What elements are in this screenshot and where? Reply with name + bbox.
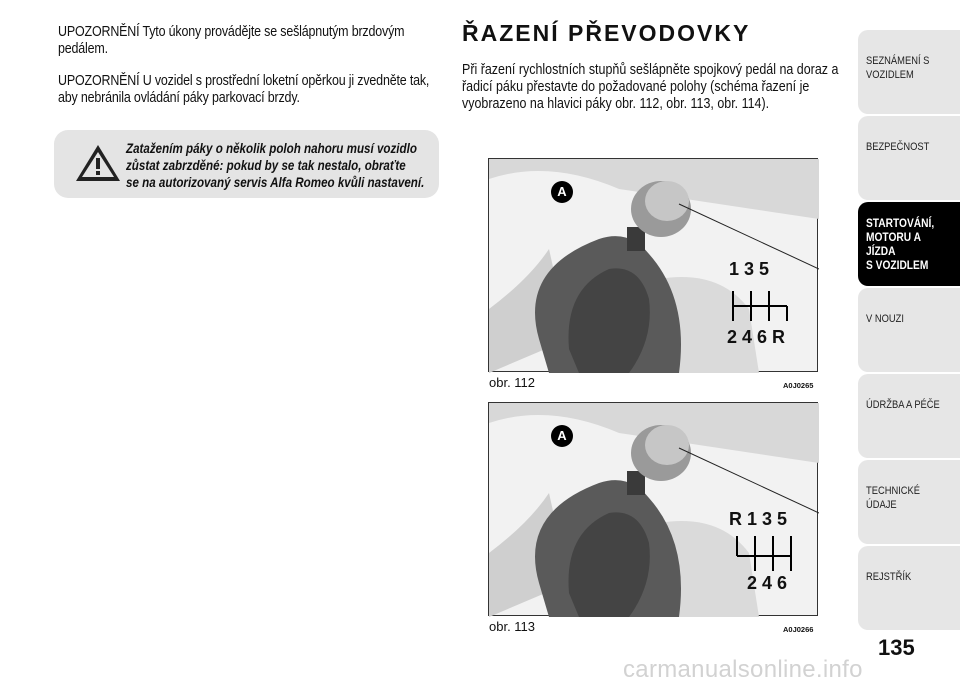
figure-gear-lever-112 bbox=[488, 158, 818, 372]
tab-v-nouzi[interactable] bbox=[858, 288, 960, 372]
tab-technicke-udaje[interactable] bbox=[858, 460, 960, 544]
shift-pattern-diagram bbox=[729, 509, 817, 597]
section-heading: ŘAZENÍ PŘEVODOVKY bbox=[462, 20, 751, 46]
tab-label: V NOUZI bbox=[866, 313, 904, 325]
tab-label: TECHNICKÉ ÚDAJE bbox=[866, 485, 921, 511]
section-body bbox=[462, 62, 840, 113]
figure-gear-lever-113 bbox=[488, 402, 818, 616]
note-armrest: UPOZORNĚNÍ U vozidel s prostřední loketní opěrkou ji zvedněte tak, aby nebránila ovládání páky parkovací brzdy. bbox=[58, 73, 430, 106]
figure-caption: obr. 113 bbox=[489, 619, 536, 634]
warning-triangle-icon bbox=[74, 142, 122, 184]
figure-code: A0J0266 bbox=[783, 625, 814, 634]
tab-label: REJSTŘÍK bbox=[866, 571, 912, 583]
shift-bottom-row: 2 4 6 R bbox=[727, 327, 786, 347]
tab-label: ÚDRŽBA A PÉČE bbox=[866, 399, 940, 411]
body-line: vyobrazeno na hlavici páky obr. 112, obr. 113, obr. 114). bbox=[462, 96, 770, 112]
warning-line: se na autorizovaný servis Alfa Romeo kvůli nastavení. bbox=[126, 175, 425, 190]
note-brake-pedal: UPOZORNĚNÍ Tyto úkony provádějte se sešlápnutým brzdovým pedálem. bbox=[58, 24, 405, 57]
warning-box bbox=[54, 130, 439, 198]
chapter-tabs bbox=[858, 0, 960, 686]
tab-label: BEZPEČNOST bbox=[866, 141, 930, 153]
warning-line: zůstat zabrzděné: pokud by se tak nestalo, obraťte bbox=[126, 158, 406, 173]
body-line: Při řazení rychlostních stupňů sešlápněte spojkový pedál na doraz a bbox=[462, 62, 839, 78]
tab-startovani[interactable] bbox=[858, 202, 960, 286]
shift-pattern-diagram bbox=[721, 259, 813, 351]
callout-a-badge: A bbox=[551, 181, 573, 203]
warning-line: Zatažením páky o několik poloh nahoru musí vozidlo bbox=[126, 141, 417, 156]
warning-text bbox=[126, 140, 425, 191]
figure-code: A0J0265 bbox=[783, 381, 814, 390]
shift-bottom-row: 2 4 6 bbox=[747, 573, 788, 593]
tab-rejstrik[interactable] bbox=[858, 546, 960, 630]
tab-bezpecnost[interactable] bbox=[858, 116, 960, 200]
tab-udrzba[interactable] bbox=[858, 374, 960, 458]
shift-top-row: R 1 3 5 bbox=[729, 509, 788, 529]
watermark: carmanualsonline.info bbox=[623, 656, 863, 683]
tab-label: STARTOVÁNÍ, MOTORU A JÍZDA S VOZIDLEM bbox=[866, 216, 935, 272]
body-line: řadicí páku přestavte do požadované polohy (schéma řazení je bbox=[462, 79, 810, 95]
page-number: 135 bbox=[878, 635, 915, 660]
callout-a-badge: A bbox=[551, 425, 573, 447]
tab-label: SEZNÁMENÍ S VOZIDLEM bbox=[866, 55, 930, 81]
tab-seznameni[interactable] bbox=[858, 30, 960, 114]
shift-top-row: 1 3 5 bbox=[729, 259, 770, 279]
figure-caption: obr. 112 bbox=[489, 375, 536, 390]
